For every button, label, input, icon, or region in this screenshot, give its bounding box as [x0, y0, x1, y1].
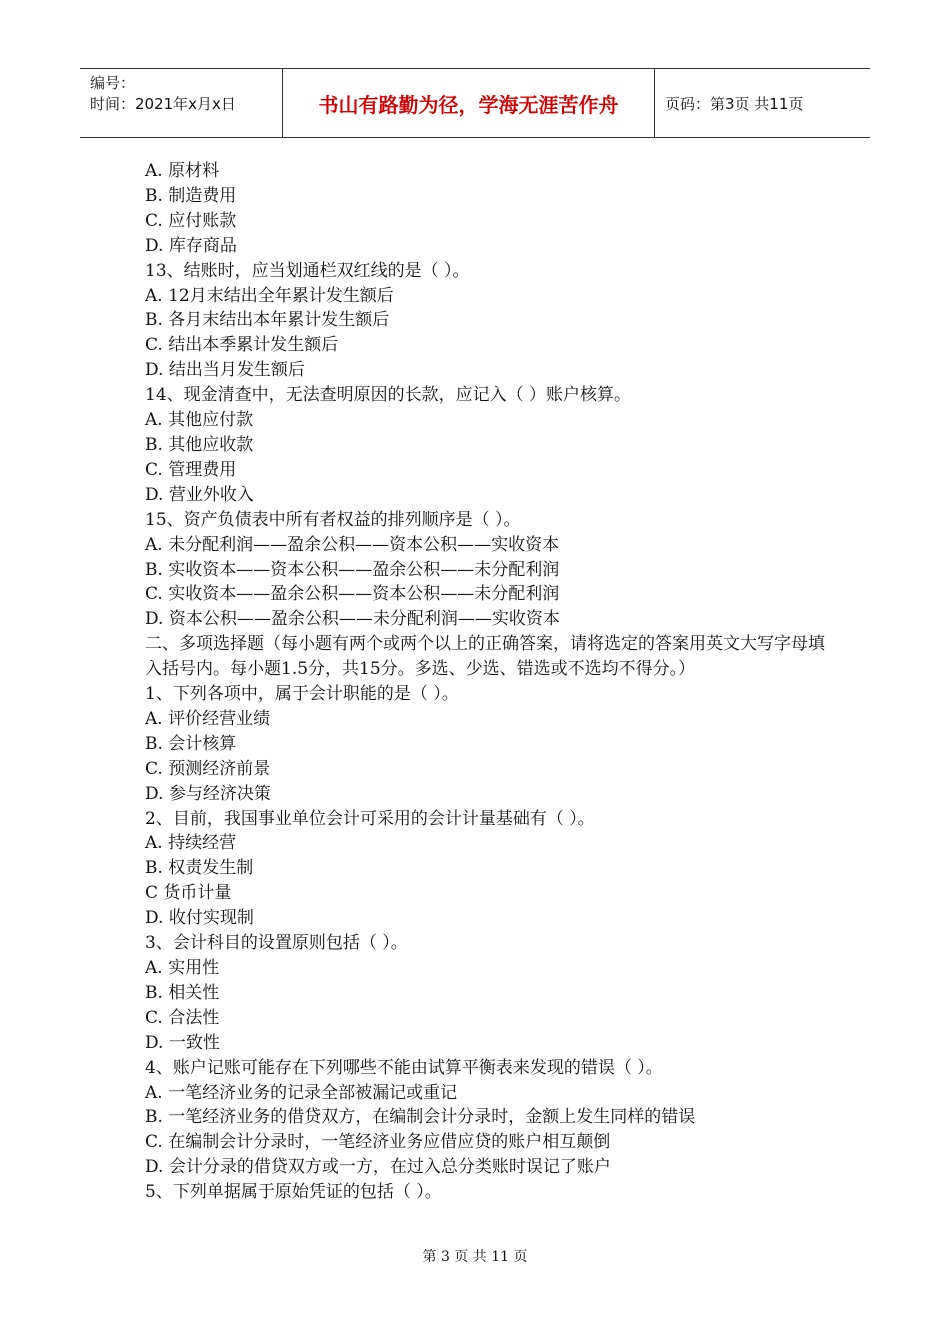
page-footer: 第 3 页 共 11 页 — [422, 1249, 528, 1265]
text-line: D. 参与经济决策 — [145, 783, 271, 804]
text-line: A. 评价经营业绩 — [145, 708, 271, 729]
number-label: 编号： — [90, 74, 136, 92]
text-line: 3、会计科目的设置原则包括（ ）。 — [145, 933, 408, 954]
text-line: C. 管理费用 — [145, 459, 237, 480]
text-line: B. 制造费用 — [145, 185, 237, 206]
text-line: C 货币计量 — [145, 883, 232, 904]
text-line: C. 预测经济前景 — [145, 758, 271, 779]
text-line: A. 未分配利润——盈余公积——资本公积——实收资本 — [145, 534, 560, 555]
text-line: A. 原材料 — [145, 161, 220, 181]
text-line: 15、资产负债表中所有者权益的排列顺序是（ ）。 — [145, 509, 521, 530]
page-header — [80, 68, 870, 138]
text-line: D. 会计分录的借贷双方或一方，在过入总分类账时误记了账户 — [145, 1157, 611, 1178]
text-line: D. 一致性 — [145, 1032, 220, 1053]
text-line: 4、账户记账可能存在下列哪些不能由试算平衡表来发现的错误（ ）。 — [145, 1057, 663, 1078]
text-line: B. 一笔经济业务的借贷双方，在编制会计分录时，金额上发生同样的错误 — [145, 1107, 696, 1128]
text-line: C. 应付账款 — [145, 210, 237, 231]
text-line: D. 资本公积——盈余公积——未分配利润——实收资本 — [145, 609, 560, 630]
header-motto: 书山有路勤为径，学海无涯苦作舟 — [283, 69, 655, 137]
text-line: 1、下列各项中，属于会计职能的是（ ）。 — [145, 684, 459, 705]
text-line: B. 会计核算 — [145, 733, 237, 754]
text-line: 13、结账时，应当划通栏双红线的是（ ）。 — [145, 260, 470, 281]
text-line: A. 12月末结出全年累计发生额后 — [145, 285, 394, 306]
text-line: A. 一笔经济业务的记录全部被漏记或重记 — [145, 1082, 458, 1103]
text-line: B. 权责发生制 — [145, 858, 254, 879]
text-line: B. 各月末结出本年累计发生额后 — [145, 310, 390, 331]
text-line: 14、现金清查中，无法查明原因的长款，应记入（ ）账户核算。 — [145, 385, 632, 406]
text-line: D. 结出当月发生额后 — [145, 360, 305, 381]
text-line: D. 库存商品 — [145, 235, 237, 256]
text-line: B. 相关性 — [145, 982, 220, 1003]
text-line: 5、下列单据属于原始凭证的包括（ ）。 — [145, 1182, 442, 1203]
text-line: C. 结出本季累计发生额后 — [145, 335, 339, 356]
text-line: D. 营业外收入 — [145, 484, 254, 505]
text-line: C. 在编制会计分录时，一笔经济业务应借应贷的账户相互颠倒 — [145, 1132, 611, 1153]
text-line: C. 实收资本——盈余公积——资本公积——未分配利润 — [145, 584, 560, 605]
document-body — [145, 159, 835, 1205]
text-line: D. 收付实现制 — [145, 908, 254, 929]
text-line: 2、目前，我国事业单位会计可采用的会计计量基础有（ ）。 — [145, 808, 595, 829]
header-meta — [80, 69, 283, 137]
header-page-info: 页码：第3页 共11页 — [665, 94, 804, 113]
text-line: A. 实用性 — [145, 958, 220, 978]
text-line: C. 合法性 — [145, 1007, 220, 1028]
text-line: A. 其他应付款 — [145, 410, 254, 431]
time-label: 时间：2021年x月x日 — [90, 95, 236, 113]
text-line: A. 持续经营 — [145, 833, 237, 854]
text-line: B. 实收资本——资本公积——盈余公积——未分配利润 — [145, 559, 560, 580]
text-line: 二、多项选择题（每小题有两个或两个以上的正确答案，请将选定的答案用英文大写字母填入括号内。每小题1.5分，共15分。多选、少选、错选或不选均不得分。） — [145, 634, 825, 680]
text-line: B. 其他应收款 — [145, 434, 254, 455]
